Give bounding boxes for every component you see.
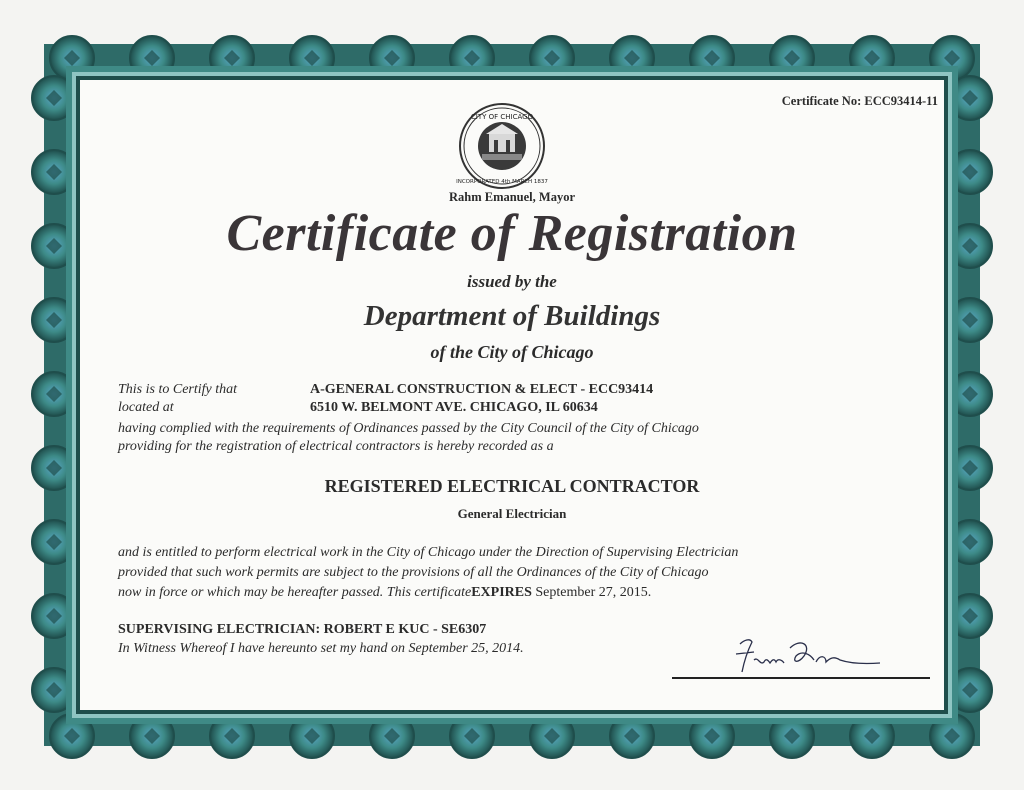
located-label: located at [118,400,174,415]
company-address: 6510 W. BELMONT AVE. CHICAGO, IL 60634 [310,400,598,415]
mayor-line: Rahm Emanuel, Mayor [448,190,576,204]
entitlement-text-line-1: and is entitled to perform electrical work in the City of Chicago under the Direction of Supervising Electrician [118,545,739,560]
svg-text:INCORPORATED 4th MARCH 1837: INCORPORATED 4th MARCH 1837 [456,179,548,185]
department-name: Department of Buildings [363,300,661,332]
company-name: A-GENERAL CONSTRUCTION & ELECT - ECC93414 [310,382,654,397]
city-name: of the City of Chicago [430,342,594,362]
certificate-number: Certificate No: ECC93414-11 [781,94,938,108]
registration-type: REGISTERED ELECTRICAL CONTRACTOR [324,476,700,496]
compliance-text-line-1: having complied with the requirements of Ordinances passed by the City Council of the City of Chicago [118,421,699,436]
supervising-electrician: SUPERVISING ELECTRICIAN: ROBERT E KUC - SE6307 [118,622,487,637]
registration-subtype: General Electrician [457,506,567,521]
entitlement-text-line-3: now in force or which may be hereafter passed. This certificateEXPIRES September 27, 2015. [118,585,652,600]
expires-date: September 27, 2015. [531,585,652,600]
entitlement-text-line-2: provided that such work permits are subject to the provisions of all the Ordinances of the City of Chicago [118,565,709,580]
compliance-text-line-2: providing for the registration of electrical contractors is hereby recorded as a [118,439,554,454]
certificate-title: Certificate of Registration [226,205,798,262]
expires-label: EXPIRES [471,585,532,600]
certify-label: This is to Certify that [118,382,238,397]
issued-by: issued by the [467,272,557,291]
svg-text:CITY OF CHICAGO: CITY OF CHICAGO [470,113,534,121]
city-seal [456,102,548,190]
witness-statement: In Witness Whereof I have hereunto set my hand on September 25, 2014. [118,641,524,656]
signature [730,630,890,680]
signature-line [672,677,930,679]
